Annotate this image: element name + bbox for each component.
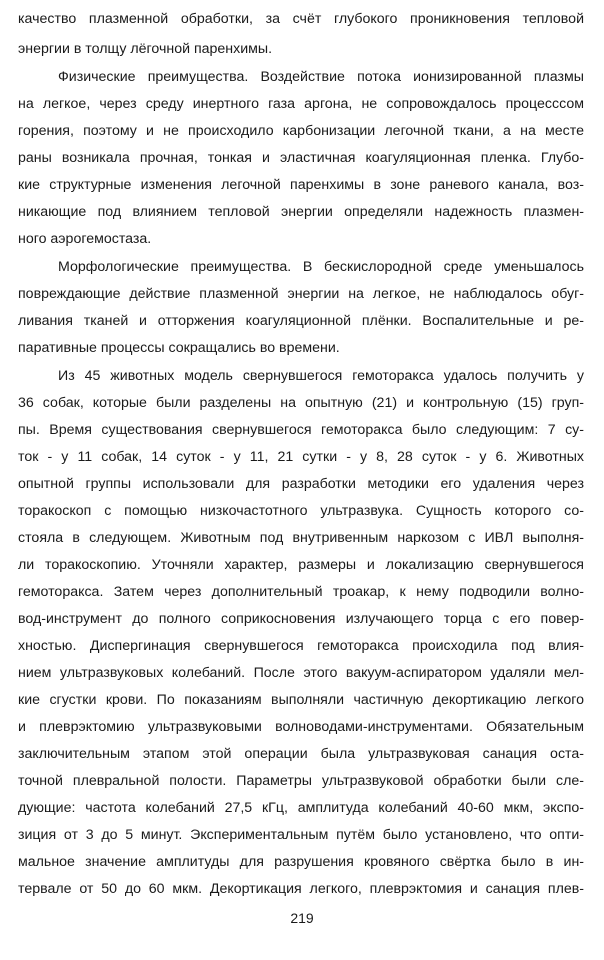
text-line: нием ультразвуковых колебаний. После этого вакуум-аспиратором удаляли мел- [18,665,584,681]
text-line: тервале от 50 до 60 мкм. Декортикация легкого, плеврэктомия и санация плев- [18,881,584,897]
text-line: кие структурные изменения легочной паренхимы в зоне раневого канала, воз- [18,177,584,193]
text-line: хностью. Диспергинация свернувшегося гемоторакса происходила под влия- [18,638,584,654]
page-number: 219 [290,910,314,926]
text-line: Морфологические преимущества. В бескислородной среде уменьшалось [58,259,584,275]
text-line: на легкое, через среду инертного газа аргона, не сопровождалось процесссом [18,96,584,112]
text-line: качество плазменной обработки, за счёт глубокого проникновения тепловой [18,11,584,27]
text-line: Из 45 животных модель свернувшегося гемоторакса удалось получить у [58,368,584,384]
text-line: 36 собак, которые были разделены на опытную (21) и контрольную (15) груп- [18,395,584,411]
text-line: паративные процессы сокращались во времени. [18,340,340,356]
text-line: торакоскоп с помощью низкочастотного ультразвука. Сущность которого со- [18,503,584,519]
text-line: ли торакоскопию. Уточняли характер, размеры и локализацию свернувшегося [18,557,584,573]
text-line: кие сгустки крови. По показаниям выполняли частичную декортикацию легкого [18,692,584,708]
text-line: ного аэрогемостаза. [18,231,152,247]
text-line: заключительным этапом этой операции была ультразвуковая санация оста- [18,746,584,762]
text-line: дующие: частота колебаний 27,5 кГц, амплитуда колебаний 40-60 мкм, экспо- [18,800,584,816]
text-line: энергии в толщу лёгочной паренхимы. [18,41,273,57]
text-line: точной плевральной полости. Параметры ультразвуковой обработки были сле- [18,773,584,789]
text-line: повреждающие действие плазменной энергии на легкое, не наблюдалось обуг- [18,286,584,302]
text-line: пы. Время существования свернувшегося гемоторакса было следующим: 7 су- [18,422,584,438]
text-line: вод-инструмент до полного соприкосновения излучающего торца с его повер- [18,611,584,627]
text-line: зиция от 3 до 5 минут. Экспериментальным путём было установлено, что опти- [18,827,584,843]
text-line: мальное значение амплитуды для разрушения кровяного свёртка было в ин- [18,854,584,870]
text-line: ток - у 11 собак, 14 суток - у 11, 21 сутки - у 8, 28 суток - у 6. Животных [18,449,584,465]
text-line: стояла в следующем. Животным под внутривенным наркозом с ИВЛ выполня- [18,530,584,546]
text-line: ливания тканей и отторжения коагуляционной плёнки. Воспалительные и ре- [18,313,584,329]
text-line: гемоторакса. Затем через дополнительный троакар, к нему подводили волно- [18,584,584,600]
text-line: Физические преимущества. Воздействие потока ионизированной плазмы [58,69,584,85]
text-line: горения, поэтому и не происходило карбонизации легочной ткани, а на месте [18,123,584,139]
text-line: раны возникала прочная, тонкая и эластичная коагуляционная пленка. Глубо- [18,150,584,166]
text-line: никающие под влиянием тепловой энергии определяли надежность плазмен- [18,204,584,220]
text-line: и плеврэктомию ультразвуковыми волноводами-инструментами. Обязательным [18,719,584,735]
text-line: опытной группы использовали для разработки методики его удаления через [18,476,584,492]
